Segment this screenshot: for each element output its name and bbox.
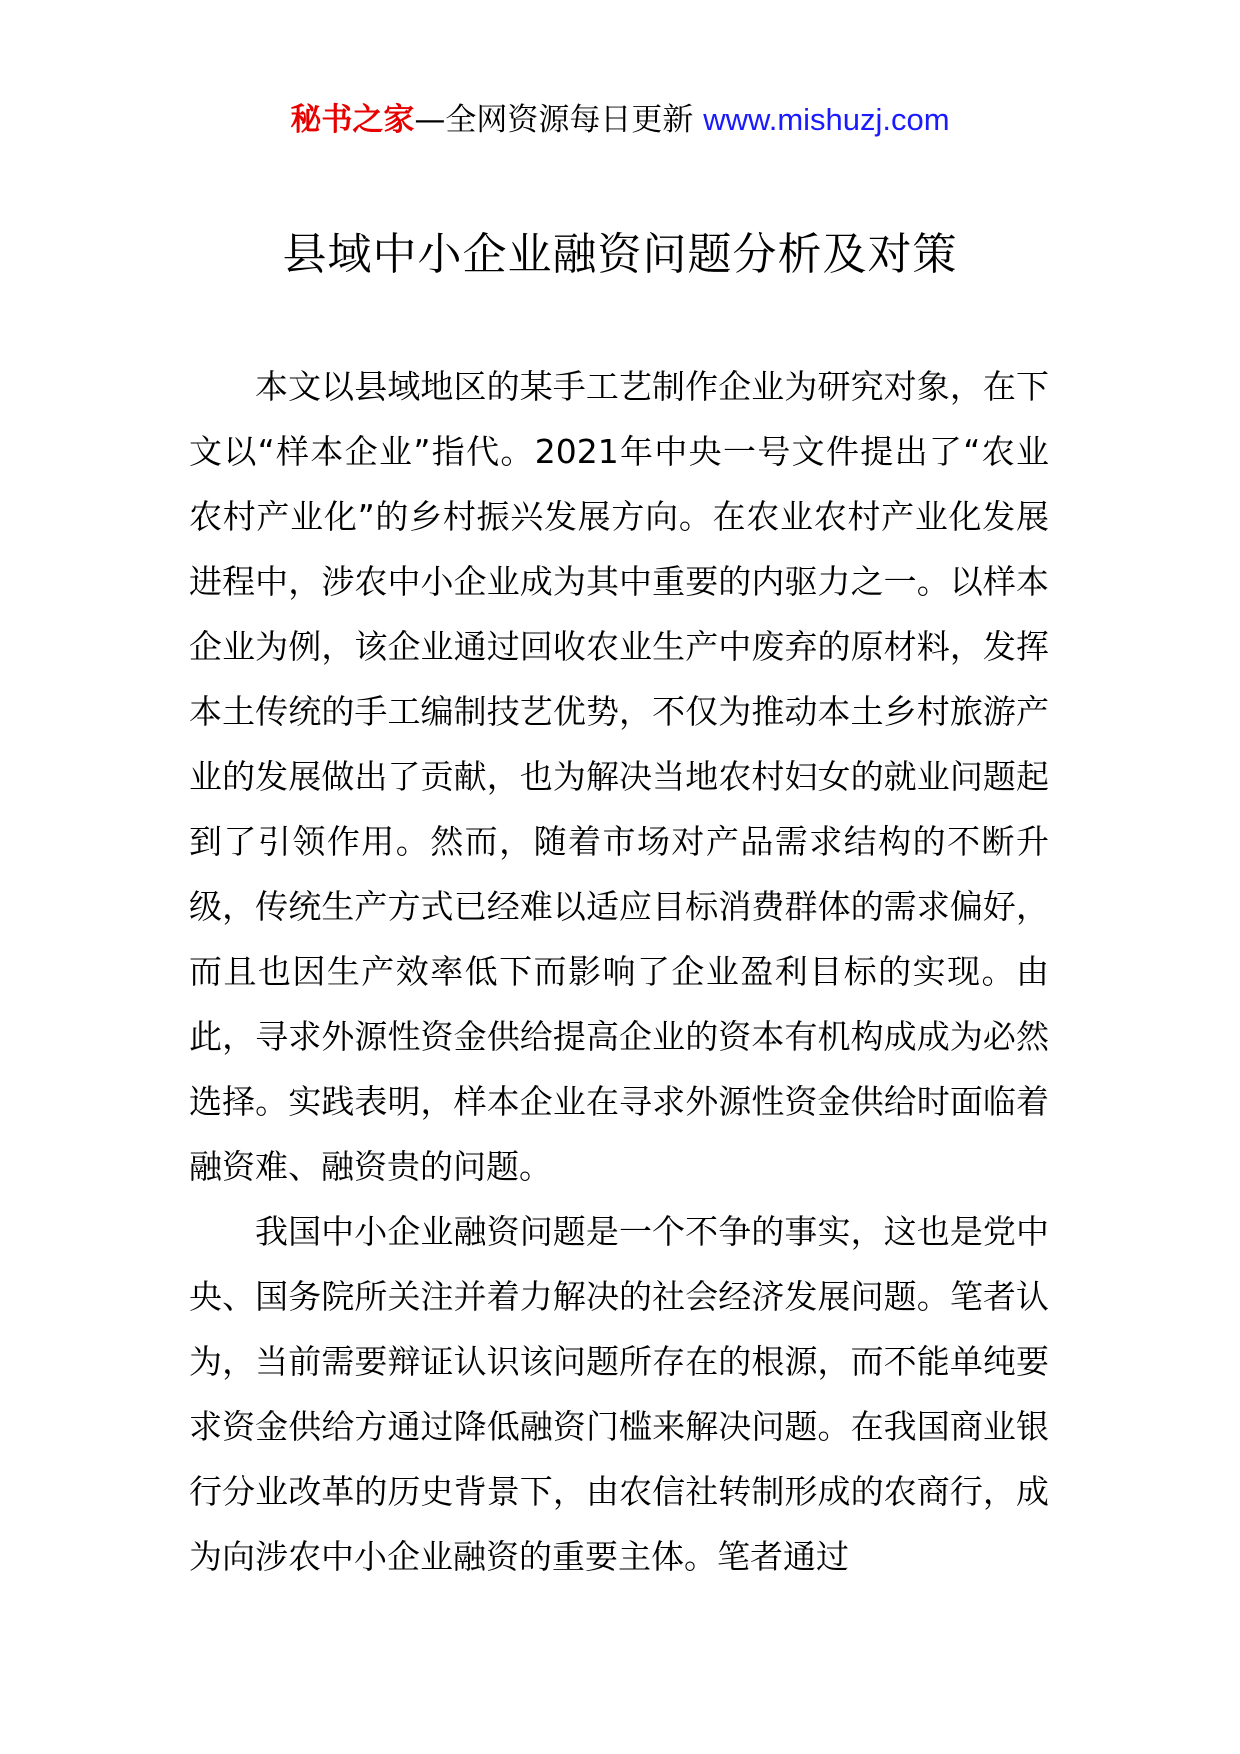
site-tagline: —全网资源每日更新	[414, 102, 694, 138]
document-body	[189, 354, 1049, 1589]
site-header	[0, 100, 1240, 140]
site-url-link[interactable]: www.mishuzj.com	[703, 102, 950, 137]
paragraph-2: 我国中小企业融资问题是一个不争的事实，这也是党中央、国务院所关注并着力解决的社会经济发展问题。笔者认为，当前需要辩证认识该问题所存在的根源，而不能单纯要求资金供给方通过降低融资门槛来解决问题。在我国商业银行分业改革的历史背景下，由农信社转制形成的农商行，成为向涉农中小企业融资的重要主体。笔者通过	[189, 1212, 1049, 1576]
site-brand: 秘书之家	[290, 102, 415, 138]
document-title: 县域中小企业融资问题分析及对策	[282, 229, 958, 280]
paragraph-1: 本文以县域地区的某手工艺制作企业为研究对象，在下文以“样本企业”指代。2021年中央一号文件提出了“农业农村产业化”的乡村振兴发展方向。在农业农村产业化发展进程中，涉农中小企业成为其中重要的内驱力之一。以样本企业为例，该企业通过回收农业生产中废弃的原材料，发挥本土传统的手工编制技艺优势，不仅为推动本土乡村旅游产业的发展做出了贡献，也为解决当地农村妇女的就业问题起到了引领作用。然而，随着市场对产品需求结构的不断升级，传统生产方式已经难以适应目标消费群体的需求偏好，而且也因生产效率低下而影响了企业盈利目标的实现。由此，寻求外源性资金供给提高企业的资本有机构成成为必然选择。实践表明，样本企业在寻求外源性资金供给时面临着融资难、融资贵的问题。	[189, 367, 1049, 1186]
